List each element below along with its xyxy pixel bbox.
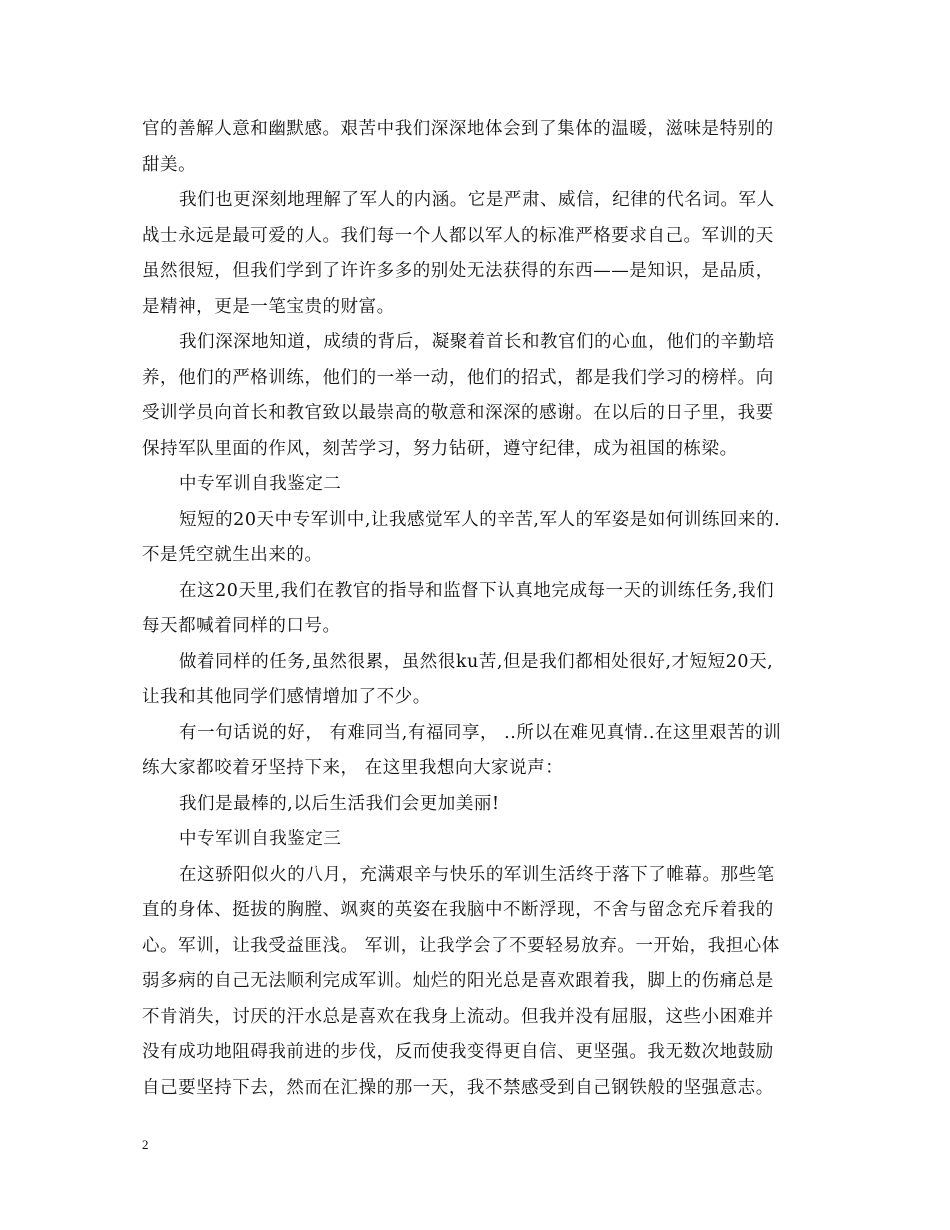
text-line: 弱多病的自己无法顺利完成军训。灿烂的阳光总是喜欢跟着我，脚上的伤痛总是	[142, 971, 774, 991]
text-line: 我们也更深刻地理解了军人的内涵。它是严肃、威信，纪律的代名词。军人	[179, 190, 775, 210]
text-line: 心。军训，让我受益匪浅。 军训，让我学会了不要轻易放弃。一开始，我担心体	[142, 935, 780, 956]
text-line: 官的善解人意和幽默感。艰苦中我们深深地体会到了集体的温暖，滋味是特别的	[142, 119, 774, 139]
text-line: 不是凭空就生出来的。	[142, 545, 323, 565]
text-line: 受训学员向首长和教官致以最崇高的敬意和深深的感谢。在以后的日子里，我要	[142, 403, 774, 423]
text-line: 养，他们的严格训练，他们的一举一动，他们的招式，都是我们学习的榜样。向	[142, 367, 774, 388]
text-line: 不肯消失，讨厌的汗水总是喜欢在我身上流动。但我并没有屈服，这些小困难并	[142, 1006, 774, 1027]
text-line: 练大家都咬着牙坚持下来， 在这里我想向大家说声：	[142, 758, 564, 778]
text-line: 在这20天里,我们在教官的指导和监督下认真地完成每一天的训练任务,我们	[179, 580, 775, 601]
text-line: 我们深深地知道，成绩的背后，凝聚着首长和教官们的心血，他们的辛勤培	[179, 332, 775, 352]
text-line: 我们是最棒的,以后生活我们会更加美丽!	[179, 793, 500, 814]
text-line: 虽然很短，但我们学到了许许多多的别处无法获得的东西——是知识，是品质，	[142, 261, 774, 281]
text-line: 自己要坚持下去，然而在汇操的那一天，我不禁感受到自己钢铁般的坚强意志。	[142, 1077, 774, 1098]
text-line: 直的身体、挺拔的胸膛、飒爽的英姿在我脑中不断浮现，不舍与留念充斥着我的	[142, 900, 774, 920]
text-line: 战士永远是最可爱的人。我们每一个人都以军人的标准严格要求自己。军训的天	[142, 225, 774, 246]
text-line: 保持军队里面的作风，刻苦学习，努力钻研，遵守纪律，成为祖国的栋梁。	[142, 438, 738, 459]
text-line: 在这骄阳似火的八月，充满艰辛与快乐的军训生活终于落下了帷幕。那些笔	[179, 864, 775, 885]
text-line: 短短的20天中专军训中,让我感觉军人的辛苦,军人的军姿是如何训练回来的.	[179, 509, 781, 530]
text-line: 没有成功地阻碍我前进的步伐，反而使我变得更自信、更坚强。我无数次地鼓励	[142, 1042, 774, 1062]
text-line: 甜美。	[142, 154, 197, 175]
text-line: 每天都喊着同样的口号。	[142, 616, 341, 636]
section-heading: 中专军训自我鉴定三	[179, 829, 342, 849]
section-heading: 中专军训自我鉴定二	[179, 474, 342, 494]
text-line: 是精神，更是一笔宝贵的财富。	[142, 296, 395, 317]
text-line: 有一句话说的好， 有难同当,有福同享， ..所以在难见真情..在这里艰苦的训	[179, 722, 782, 743]
text-line: 让我和其他同学们感情增加了不少。	[142, 687, 431, 707]
page-number: 2	[142, 1137, 149, 1152]
body-text	[142, 112, 818, 1106]
text-line: 做着同样的任务,虽然很累，虽然很ku苦,但是我们都相处很好,才短短20天,	[179, 651, 774, 672]
